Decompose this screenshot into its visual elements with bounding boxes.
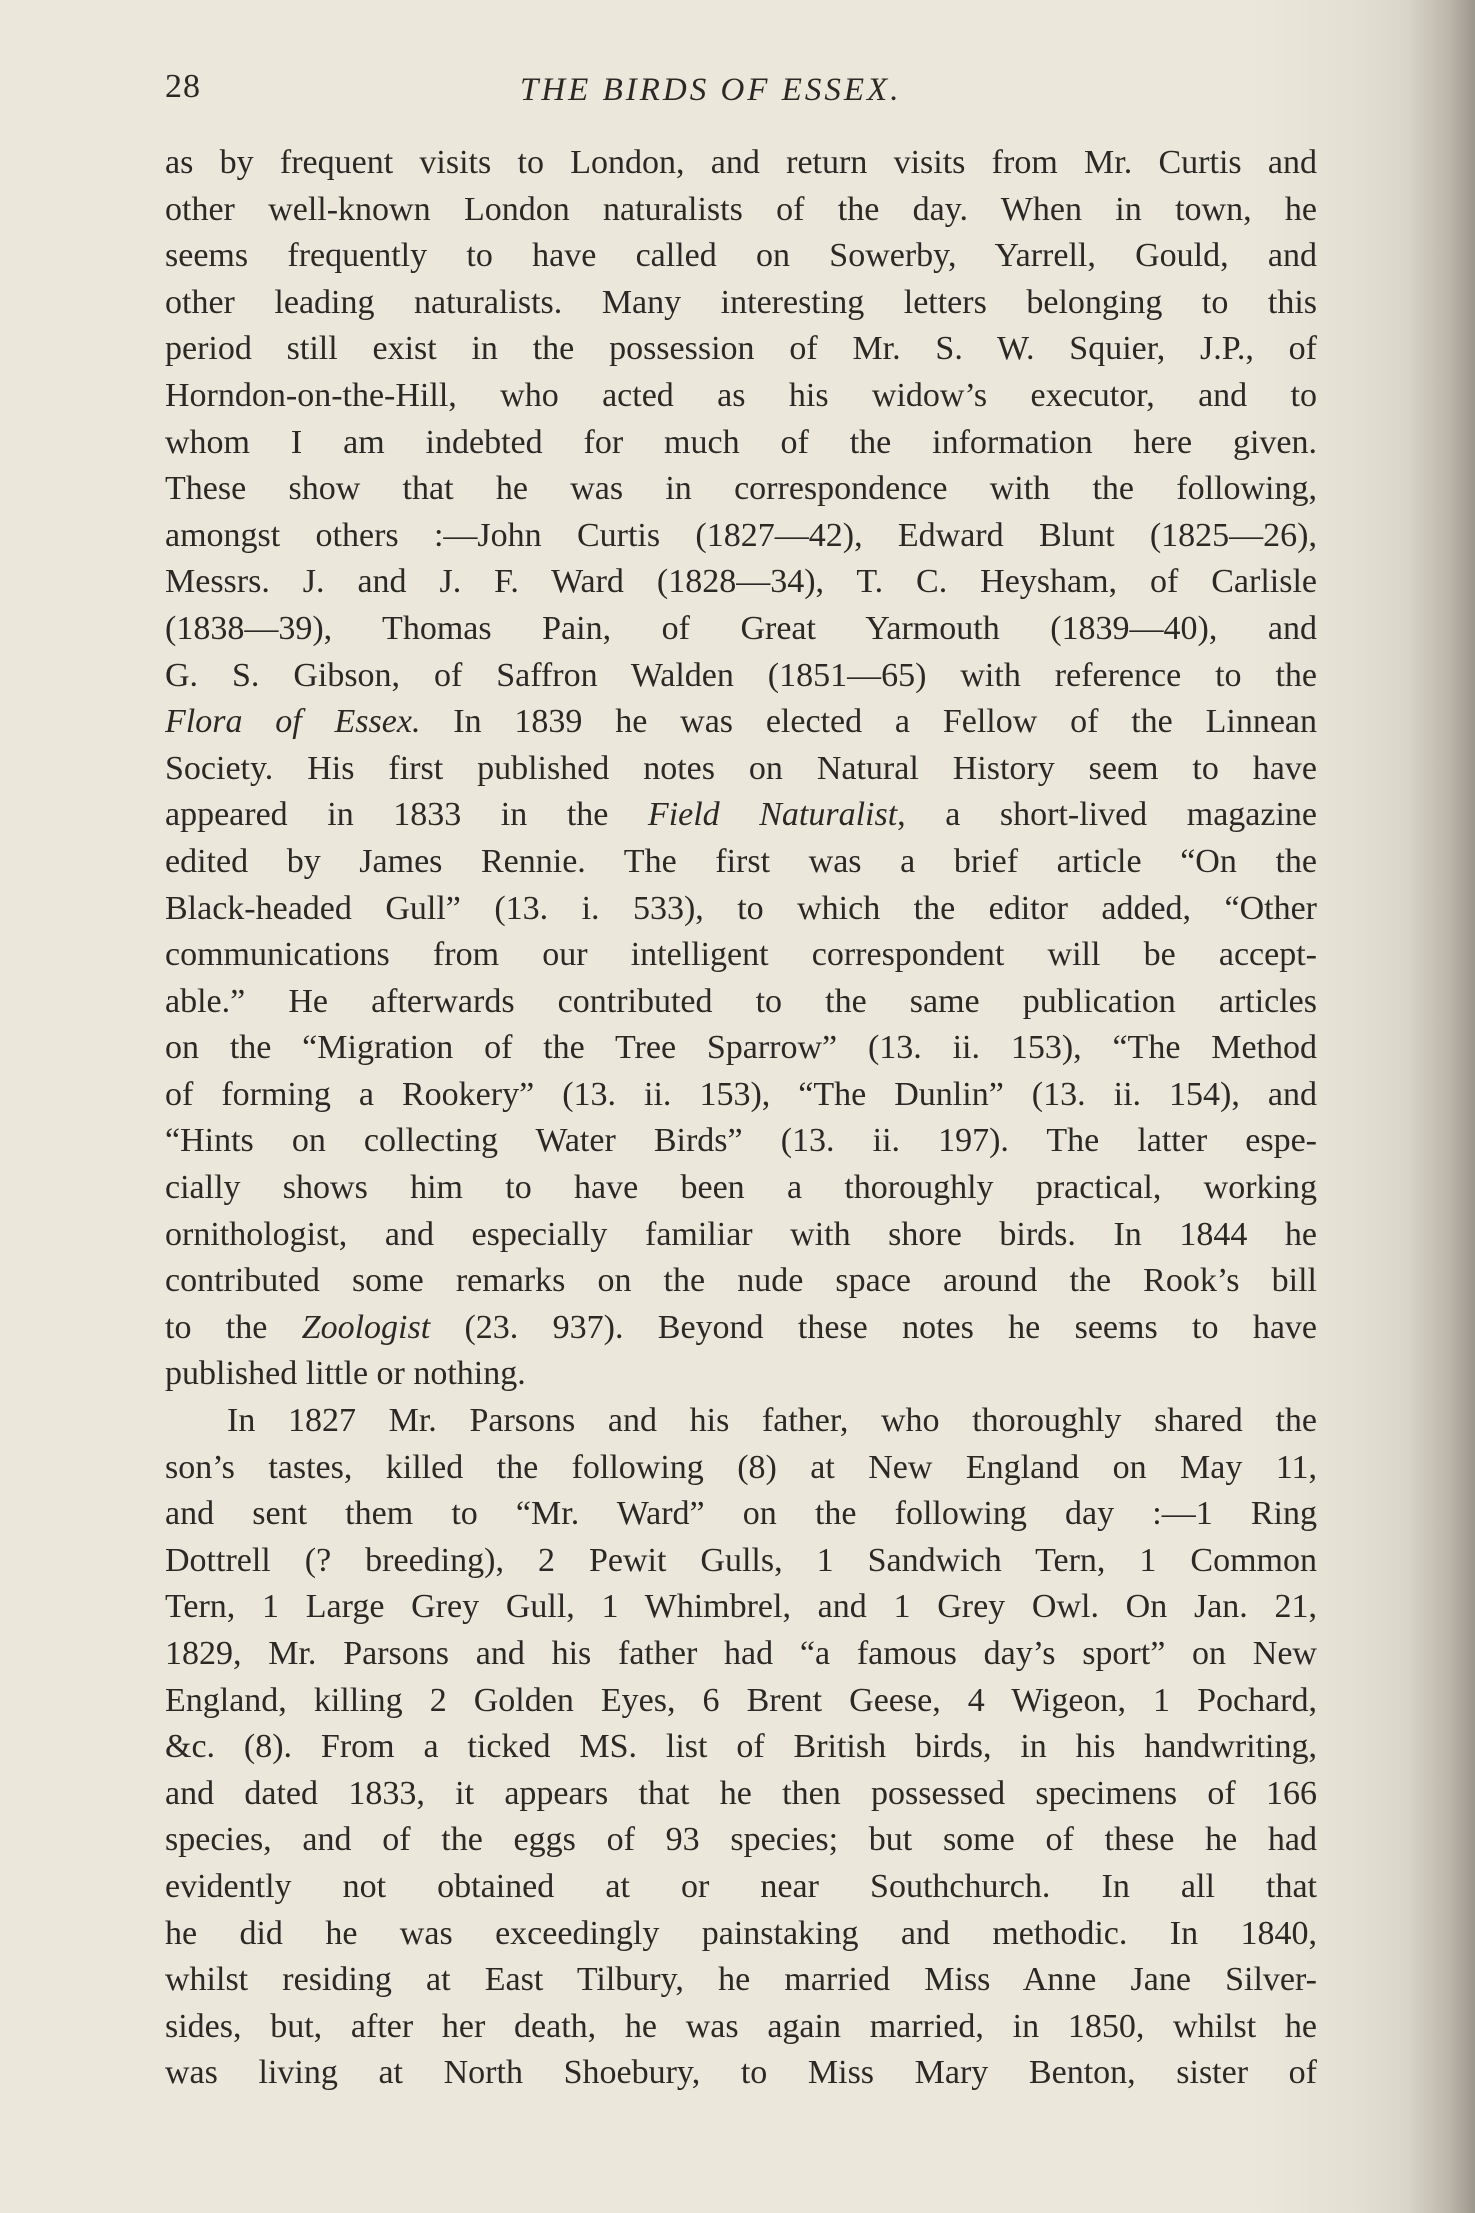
text-segment: (1838—39), Thomas Pain, of Great Yarmouth (1839—40), and (165, 609, 1317, 647)
text-line (165, 1398, 1317, 1445)
text-segment: seems frequently to have called on Sowerby, Yarrell, Gould, and (165, 237, 1317, 275)
text-line (165, 1072, 1317, 1119)
text-line (165, 1445, 1317, 1492)
text-segment: he did he was exceedingly painstaking and methodic. In 1840, (165, 1914, 1317, 1952)
text-segment: to the (165, 1308, 302, 1346)
text-segment: Tern, 1 Large Grey Gull, 1 Whimbrel, and 1 Grey Owl. On Jan. 21, (165, 1588, 1317, 1626)
text-segment: , a short-lived magazine (897, 796, 1317, 834)
body-text (165, 140, 1317, 2097)
text-segment: on the “Migration of the Tree Sparrow” (13. ii. 153), “The Method (165, 1029, 1317, 1067)
text-segment: period still exist in the possession of Mr. S. W. Squier, J.P., of (165, 330, 1317, 368)
text-segment: other leading naturalists. Many interesting letters belonging to this (165, 283, 1317, 321)
text-line (165, 559, 1317, 606)
italic-title: Flora of Essex. (165, 703, 421, 741)
text-line (165, 1817, 1317, 1864)
text-line (165, 1678, 1317, 1725)
text-segment: communications from our intelligent correspondent will be accept- (165, 936, 1317, 974)
text-line (165, 932, 1317, 979)
text-line (165, 1911, 1317, 1958)
text-line (165, 653, 1317, 700)
text-segment: &c. (8). From a ticked MS. list of British birds, in his handwriting, (165, 1728, 1317, 1766)
text-segment: Dottrell (? breeding), 2 Pewit Gulls, 1 Sandwich Tern, 1 Common (165, 1541, 1317, 1579)
text-segment: cially shows him to have been a thoroughly practical, working (165, 1169, 1317, 1207)
text-line (165, 792, 1317, 839)
text-line (165, 1118, 1317, 1165)
page-number: 28 (165, 68, 201, 105)
text-segment: son’s tastes, killed the following (8) at New England on May 11, (165, 1448, 1317, 1486)
text-line (165, 606, 1317, 653)
text-segment: as by frequent visits to London, and return visits from Mr. Curtis and (165, 144, 1317, 181)
text-segment: able.” He afterwards contributed to the same publication articles (165, 982, 1317, 1020)
italic-title: Field Naturalist (647, 796, 898, 834)
text-line (165, 466, 1317, 513)
text-line (165, 1538, 1317, 1585)
text-segment: evidently not obtained at or near Southchurch. In all that (165, 1867, 1317, 1905)
text-segment: was living at North Shoebury, to Miss Mary Benton, sister of (165, 2054, 1317, 2092)
text-line (165, 233, 1317, 280)
text-line (165, 699, 1317, 746)
text-segment: G. S. Gibson, of Saffron Walden (1851—65) with reference to the (165, 656, 1317, 694)
text-segment: of forming a Rookery” (13. ii. 153), “The Dunlin” (13. ii. 154), and (165, 1075, 1317, 1113)
text-segment: ornithologist, and especially familiar with shore birds. In 1844 he (165, 1215, 1317, 1253)
text-line (165, 979, 1317, 1026)
text-line (165, 2050, 1317, 2097)
text-line (165, 1305, 1317, 1352)
text-line (165, 886, 1317, 933)
text-segment: whom I am indebted for much of the information here given. (165, 423, 1317, 461)
text-line (165, 1584, 1317, 1631)
text-line (165, 187, 1317, 234)
text-line (165, 1351, 1317, 1398)
text-segment: In 1839 he was elected a Fellow of the Linnean (420, 703, 1317, 741)
text-segment: contributed some remarks on the nude space around the Rook’s bill (165, 1262, 1317, 1300)
italic-title: Zoologist (301, 1308, 431, 1346)
text-segment: species, and of the eggs of 93 species; but some of these he had (165, 1821, 1317, 1859)
text-segment: England, killing 2 Golden Eyes, 6 Brent Geese, 4 Wigeon, 1 Pochard, (165, 1681, 1317, 1719)
text-segment: Black-headed Gull” (13. i. 533), to which the editor added, “Other (165, 889, 1317, 927)
running-head: THE BIRDS OF ESSEX. (520, 72, 902, 108)
text-line (165, 513, 1317, 560)
text-segment: Horndon-on-the-Hill, who acted as his widow’s executor, and to (165, 376, 1317, 414)
text-segment: other well-known London naturalists of the day. When in town, he (165, 190, 1317, 228)
text-segment: These show that he was in correspondence with the following, (165, 470, 1317, 508)
text-line (165, 1212, 1317, 1259)
text-line (165, 280, 1317, 327)
text-line (165, 326, 1317, 373)
text-line (165, 2004, 1317, 2051)
text-line (165, 1631, 1317, 1678)
text-segment: 1829, Mr. Parsons and his father had “a famous day’s sport” on New (165, 1635, 1317, 1672)
text-segment: and sent them to “Mr. Ward” on the following day :—1 Ring (165, 1495, 1317, 1533)
text-segment: edited by James Rennie. The first was a brief article “On the (165, 842, 1317, 880)
text-segment: In 1827 Mr. Parsons and his father, who thoroughly shared the (227, 1402, 1317, 1440)
text-line (165, 1491, 1317, 1538)
text-line (165, 746, 1317, 793)
text-line (165, 839, 1317, 886)
text-segment: “Hints on collecting Water Birds” (13. ii. 197). The latter espe- (165, 1122, 1317, 1160)
text-segment: Messrs. J. and J. F. Ward (1828—34), T. C. Heysham, of Carlisle (165, 563, 1317, 601)
text-line (165, 1957, 1317, 2004)
text-segment: Society. His first published notes on Natural History seem to have (165, 749, 1317, 787)
text-line (165, 1724, 1317, 1771)
text-line (165, 420, 1317, 467)
gutter-shadow (1405, 0, 1475, 2213)
text-line (165, 1771, 1317, 1818)
text-line (165, 1864, 1317, 1911)
text-segment: whilst residing at East Tilbury, he married Miss Anne Jane Silver- (165, 1961, 1317, 1999)
text-segment: published little or nothing. (165, 1355, 526, 1393)
text-line (165, 1025, 1317, 1072)
text-segment: amongst others :—John Curtis (1827—42), Edward Blunt (1825—26), (165, 516, 1317, 554)
text-segment: and dated 1833, it appears that he then possessed specimens of 166 (165, 1774, 1317, 1812)
text-line (165, 1165, 1317, 1212)
text-line (165, 140, 1317, 187)
text-segment: sides, but, after her death, he was again married, in 1850, whilst he (165, 2007, 1317, 2045)
text-segment: (23. 937). Beyond these notes he seems to have (430, 1308, 1317, 1346)
text-line (165, 1258, 1317, 1305)
text-line (165, 373, 1317, 420)
text-segment: appeared in 1833 in the (165, 796, 648, 834)
